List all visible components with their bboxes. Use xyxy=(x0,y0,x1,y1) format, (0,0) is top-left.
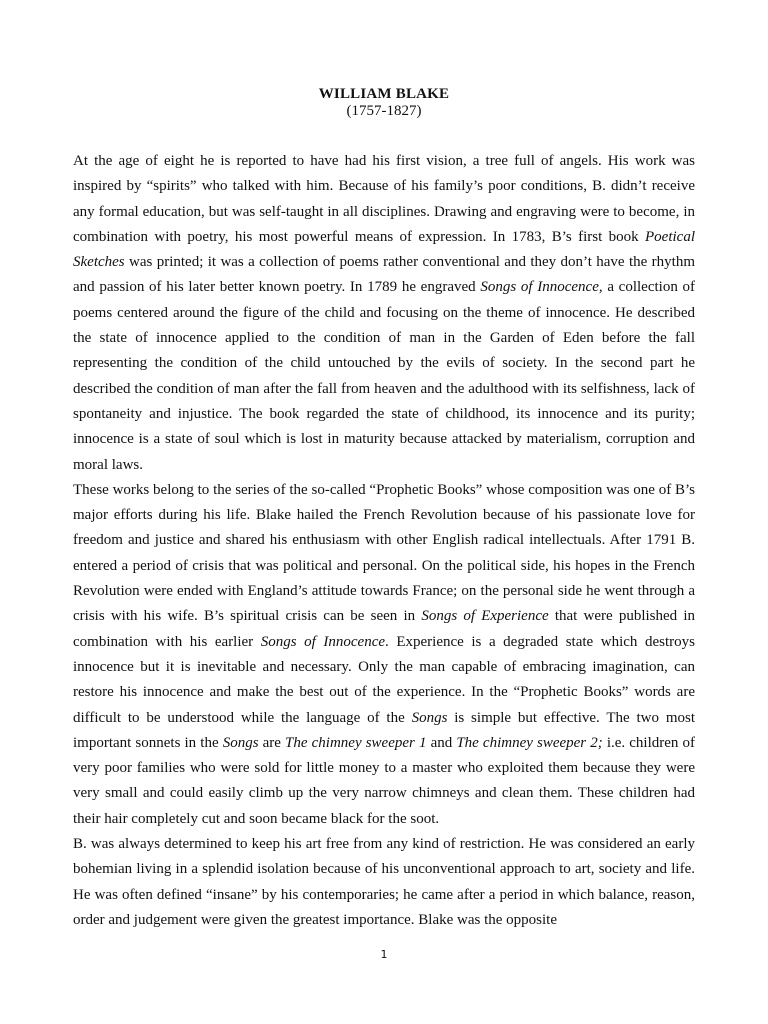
text-run: a collection of poems centered around the figure of the child and focusing on the theme of innocence. He described the state of innocence applied to the condition of man in the Garden of Eden before the fall representing the condition of the child untouched by the evils of society. In the second part he described the condition of man after the fall from heaven and the adulthood with its selfishness, lack of spontaneity and injustice. The book regarded the state of childhood, its innocence and its purity; innocence is a state of soul which is lost in maturity because attacked by materialism, corruption and moral laws. xyxy=(73,279,696,473)
document-title: WILLIAM BLAKE xyxy=(318,86,450,102)
text-run: At the age of eight he is reported to have had his first vision, a tree full of angels. His work was inspired by “spirits” who talked with him. Because of his family’s poor conditions, B. didn’t receive any formal education, but was self-taught in all disciplines. Drawing and engraving were to become, in combination with poetry, his most powerful means of expression. In 1783, B’s first book xyxy=(73,153,695,245)
text-run: was printed; it was a collection of poems rather conventional and they don’t have the rhythm and passion of his later better known poetry. In 1789 he engraved xyxy=(73,254,695,296)
text-run: B. was always determined to keep his art free from any kind of restriction. He was considered an early bohemian living in a splendid isolation because of his unconventional approach to art, society and life. He was often defined “insane” by his contemporaries; he came after a period in which balance, reason, order and judgement were given the greatest importance. Blake was the opposite xyxy=(73,836,695,928)
italic-title-songs-of-experience: Songs of Experience xyxy=(421,608,549,625)
italic-title-chimney-sweeper-1: The chimney sweeper 1 xyxy=(285,734,427,751)
text-run: These works belong to the series of the so-called “Prophetic Books” whose composition was one of B’s major efforts during his life. Blake hailed the French Revolution because of his passionate love for freedom and justice and shared his enthusiasm with other English radical intellectuals. After 1791 B. entered a period of crisis that was political and personal. On the political side, his hopes in the French Revolution were ended with England’s attitude towards France; on the personal side he went through a crisis with his wife. B’s spiritual crisis can be seen in xyxy=(73,481,695,625)
text-run: . Experience is a degraded state which destroys innocence but it is inevitable and necessary. Only the man capable of embracing imagination, can restore his innocence and make the best out of the experience. In the “Prophetic Books” words are difficult to be understood while the language of the xyxy=(73,633,695,726)
paragraph-2 xyxy=(73,478,695,832)
paragraph-1 xyxy=(73,149,695,478)
document-body xyxy=(73,149,695,933)
italic-title-chimney-sweeper-2: The chimney sweeper 2; xyxy=(456,734,603,751)
text-run: is simple but effective. The two most important sonnets in the xyxy=(73,709,695,751)
italic-title-songs: Songs xyxy=(222,734,259,751)
text-run: i.e. children of very poor families who were sold for little money to a master who exploited them because they were very small and could easily climb up the very narrow chimneys and clean them. These children had their hair completely cut and soon became black for the soot. xyxy=(73,734,695,827)
italic-title-poetical-sketches: Poetical Sketches xyxy=(73,228,695,271)
document-years: (1757-1827) xyxy=(346,103,422,119)
italic-title-songs-of-innocence: Songs of Innocence xyxy=(260,633,386,650)
italic-title-songs: Songs xyxy=(411,709,448,726)
page-number: 1 xyxy=(380,948,388,961)
text-run: and xyxy=(426,734,457,751)
paragraph-3 xyxy=(73,832,695,933)
text-run: that were published in combination with his earlier xyxy=(73,608,695,650)
text-run: are xyxy=(258,734,286,751)
italic-title-songs-of-innocence: Songs of Innocence, xyxy=(480,279,603,296)
